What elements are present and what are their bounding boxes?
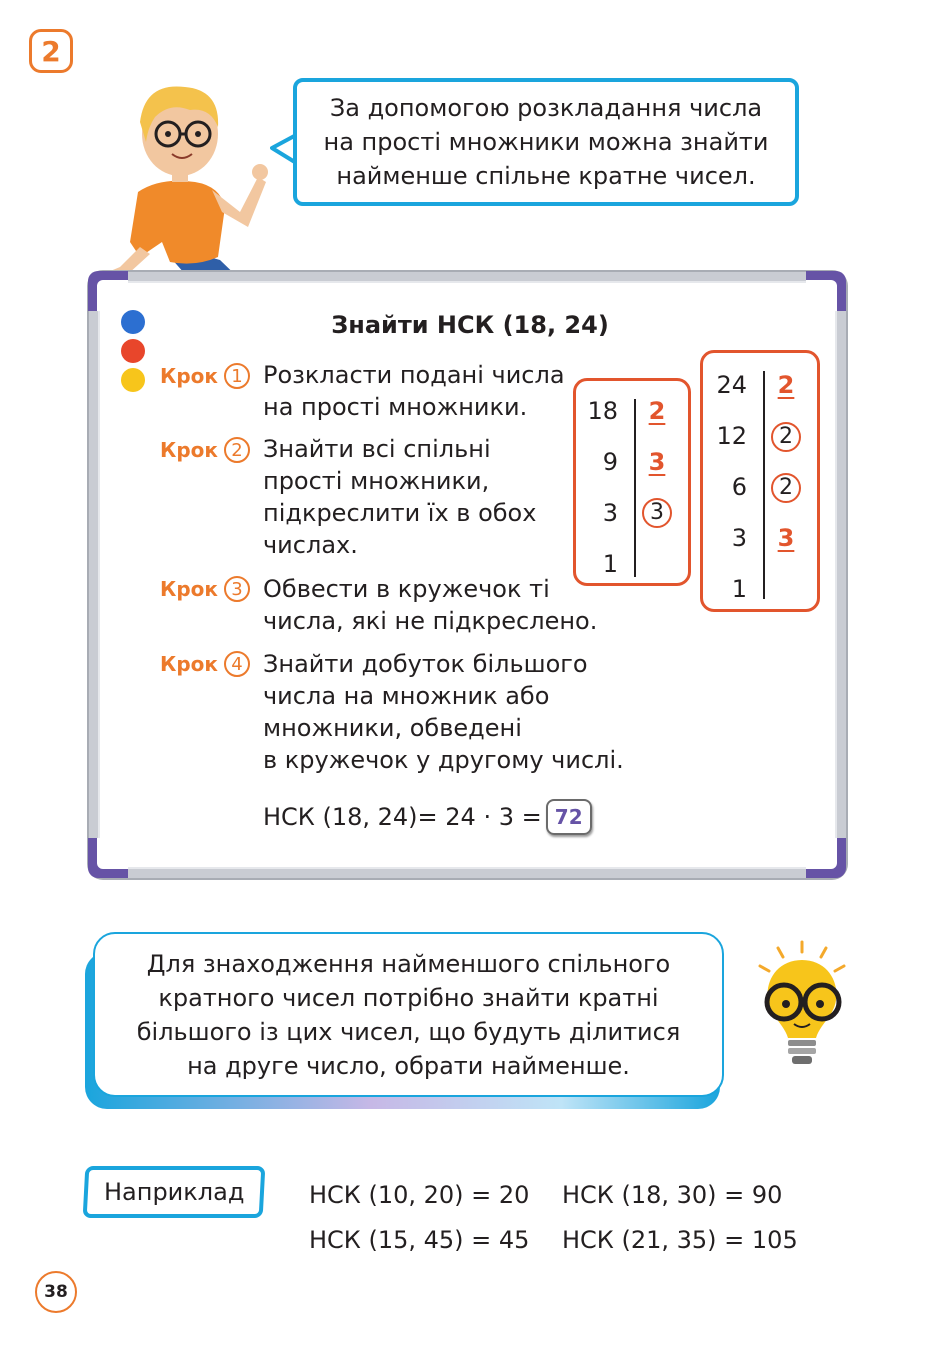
step-number-icon: 2 [224,437,250,463]
factor-cell-circled: 2 [771,422,801,452]
table-divider [634,399,636,577]
table-divider [763,371,765,599]
example-item: НСК (21, 35) = 105 [562,1226,798,1254]
yellow-marker-dot [121,368,145,392]
number-cell: 1 [731,575,747,603]
example-item: НСК (18, 30) = 90 [562,1181,783,1209]
number-cell: 18 [587,397,618,425]
number-cell: 12 [716,422,747,450]
rule-text: Для знаходження найменшого спільного кратного чисел потрібно знайти кратні більшого із цих чисел, що будуть ділитися на друге число, обрати найменше. [136,949,681,1080]
whiteboard-title: Знайти НСК (18, 24) [331,311,609,339]
step-number-icon: 3 [224,576,250,602]
factor-table-18 [573,378,691,586]
factor-cell-circled: 3 [642,498,672,528]
step-4-label: Крок 4 [160,651,250,677]
step-3-label: Крок 3 [160,576,250,602]
factor-cell-underlined: 2 [777,371,795,399]
factor-table-24 [700,350,820,612]
whiteboard-corner [806,271,846,311]
factor-cell-underlined: 3 [648,448,666,476]
step-2-text: Знайти всі спільні прості множники, підкреслити їх в обох числах. [263,435,537,559]
factor-cell-underlined: 2 [648,397,666,425]
blue-marker-dot [121,310,145,334]
example-item: НСК (15, 45) = 45 [309,1226,530,1254]
number-cell: 9 [602,448,618,476]
speech-bubble-text: За допомогою розкладання числа на прості множники можна знайти найменше спільне кратне чисел. [323,94,769,190]
whiteboard-corner [88,271,128,311]
step-4-text: Знайти добуток більшого числа на множник або множники, обведені в кружечок у другому числі. [263,650,624,774]
factor-cell-circled: 2 [771,473,801,503]
result-expression: НСК (18, 24)= 24 · 3 = [263,803,542,831]
number-cell: 3 [602,499,618,527]
whiteboard-corner [88,838,128,878]
result-line [263,799,592,835]
red-marker-dot [121,339,145,363]
number-cell: 24 [716,371,747,399]
answer-box: 72 [546,799,592,835]
number-cell: 3 [731,524,747,552]
example-item: НСК (10, 20) = 20 [309,1181,530,1209]
factor-cell-underlined: 3 [777,524,795,552]
step-number-icon: 4 [224,651,250,677]
section-number-badge: 2 [29,29,73,73]
step-3-text: Обвести в кружечок ті числа, які не підкреслено. [263,575,598,635]
example-label: Наприклад [83,1166,266,1218]
page-number: 38 [35,1271,77,1313]
lightbulb-icon [750,938,855,1070]
step-1-text: Розкласти подані числа на прості множники. [263,361,565,421]
step-1-label: Крок 1 [160,363,250,389]
rule-box [93,932,724,1097]
speech-bubble [293,78,799,206]
number-cell: 1 [602,550,618,578]
step-number-icon: 1 [224,363,250,389]
number-cell: 6 [731,473,747,501]
whiteboard-corner [806,838,846,878]
step-2-label: Крок 2 [160,437,250,463]
